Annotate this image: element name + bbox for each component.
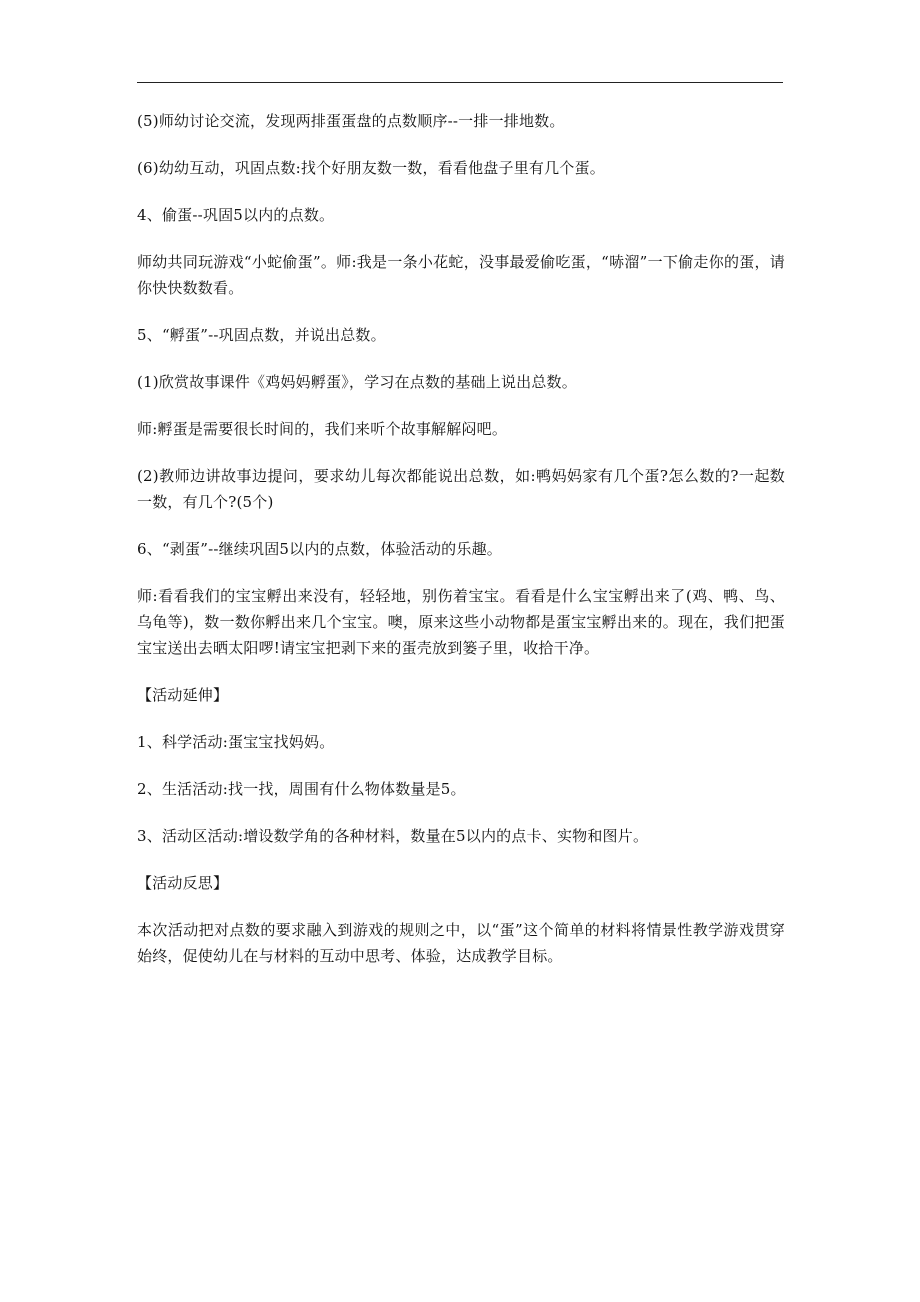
header-rule	[137, 82, 783, 83]
list-item-science-activity: 1、科学活动:蛋宝宝找妈妈。	[137, 733, 335, 751]
list-item-area-activity: 3、活动区活动:增设数学角的各种材料，数量在5以内的点卡、实物和图片。	[137, 827, 649, 845]
paragraph-reflection: 本次活动把对点数的要求融入到游戏的规则之中，以“蛋”这个简单的材料将情景性教学游戏贯穿始终，促使幼儿在与材料的互动中思考、体验，达成教学目标。	[137, 921, 785, 965]
paragraph-peel-eggs-activity: 师:看看我们的宝宝孵出来没有，轻轻地，别伤着宝宝。看看是什么宝宝孵出来了(鸡、鸭、鸟、乌龟等)，数一数你孵出来几个宝宝。噢，原来这些小动物都是蛋宝宝孵出来的。现在，我们把蛋宝宝送出去晒太阳啰!请宝宝把剥下来的蛋壳放到篓子里，收拾干净。	[137, 587, 785, 657]
paragraph-step-5-discussion: (5)师幼讨论交流，发现两排蛋蛋盘的点数顺序--一排一排地数。	[137, 112, 565, 130]
paragraph-step-6-interaction: (6)幼幼互动，巩固点数:找个好朋友数一数，看看他盘子里有几个蛋。	[137, 159, 605, 177]
document-body	[137, 108, 785, 990]
paragraph-teacher-questions: (2)教师边讲故事边提问，要求幼儿每次都能说出总数，如:鸭妈妈家有几个蛋?怎么数的?一起数一数，有几个?(5个)	[137, 467, 785, 511]
paragraph-story-courseware: (1)欣赏故事课件《鸡妈妈孵蛋》，学习在点数的基础上说出总数。	[137, 373, 577, 391]
section-heading-reflection: 【活动反思】	[137, 874, 229, 892]
section-heading-extension: 【活动延伸】	[137, 686, 229, 704]
paragraph-teacher-story-intro: 师:孵蛋是需要很长时间的，我们来听个故事解解闷吧。	[137, 420, 508, 438]
section-heading-steal-eggs: 4、偷蛋--巩固5以内的点数。	[137, 206, 335, 224]
section-heading-peel-eggs: 6、“剥蛋”--继续巩固5以内的点数，体验活动的乐趣。	[137, 540, 502, 558]
section-heading-hatch-eggs: 5、“孵蛋”--巩固点数，并说出总数。	[137, 326, 386, 344]
paragraph-snake-game: 师幼共同玩游戏“小蛇偷蛋”。师:我是一条小花蛇，没事最爱偷吃蛋，“哧溜”一下偷走你的蛋，请你快快数数看。	[137, 253, 785, 297]
list-item-life-activity: 2、生活活动:找一找，周围有什么物体数量是5。	[137, 780, 466, 798]
